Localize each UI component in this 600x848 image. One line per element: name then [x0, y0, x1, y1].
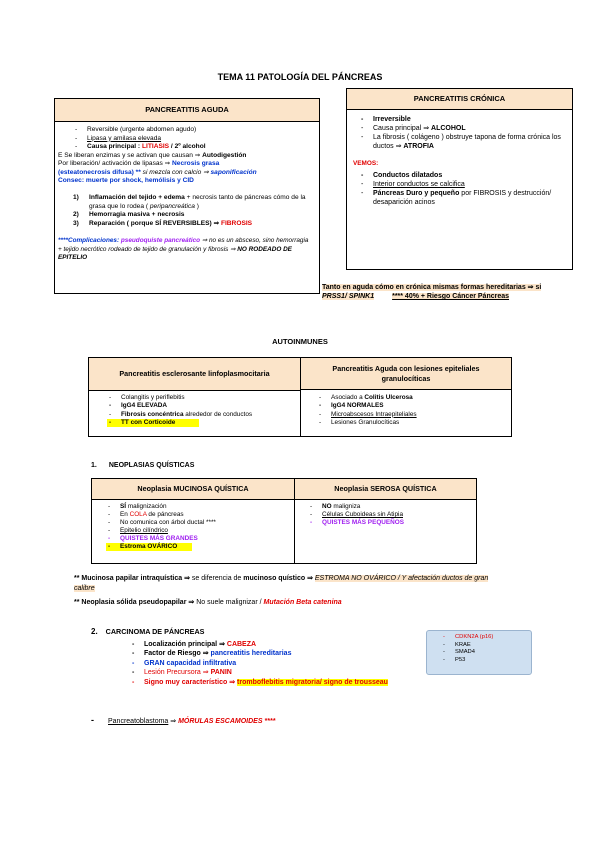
cronica-item: - Irreversible [359, 115, 566, 124]
aguda-step: 2) Hemorragia masiva + necrosis [73, 211, 185, 219]
mucinosa-item: - Epitelio cilíndrico [106, 527, 291, 535]
autoinmunes-right-list [317, 394, 497, 427]
autoinmunes-right-item: - Asociado a Colitis Ulcerosa [317, 394, 497, 402]
autoinmunes-table [88, 357, 512, 437]
vemos-item: - Conductos dilatados [359, 171, 566, 180]
aguda-line: Consec: muerte por shock, hemólisis y CID [58, 177, 194, 185]
aguda-step: 1) Inflamación del tejido + edema + necrosis tanto de páncreas cómo de la grasa que lo rodea ( peripancreática ) [73, 193, 306, 210]
carcinoma-item: - Localización principal ⇒ CABEZA [130, 640, 420, 649]
cronica-header: PANCREATITIS CRÓNICA [347, 89, 572, 110]
aguda-list [73, 126, 319, 152]
autoinmunes-title: AUTOINMUNES [272, 337, 328, 346]
serosa-header: Neoplasia SEROSA QUÍSTICA [295, 479, 476, 500]
mucinosa-header: Neoplasia MUCINOSA QUÍSTICA [92, 479, 295, 500]
serosa-item: - QUISTES MÁS PEQUEÑOS [308, 519, 473, 527]
mucinosa-list [106, 503, 291, 551]
serosa-item: - NO maligniza [308, 503, 473, 511]
genes-list [441, 634, 531, 664]
mucinosa-item: - En COLA de páncreas [106, 511, 291, 519]
aguda-item: - Causa principal : LITIASIS / 2º alcohol [73, 143, 319, 152]
carcinoma-heading: 2. CARCINOMA DE PÁNCREAS [91, 627, 205, 636]
cronica-box [346, 88, 573, 270]
pseudopapilar-note: ** Neoplasia sólida pseudopapilar ⇒ No suele malignizar / Mutación Beta catenina [74, 599, 342, 606]
column-divider [300, 390, 301, 436]
aguda-line: (esteatonecrosis difusa) ** si mezcla con calcio ⇒ saponificación [58, 168, 257, 176]
autoinmunes-left-item: - TT con Corticoide [107, 419, 199, 427]
pancreatoblastoma-line: - Pancreatoblastoma ⇒ MÓRULAS ESCAMOIDES **** [91, 715, 276, 725]
carcinoma-item: - Signo muy característico ⇒ tromboflebitis migratoria/ signo de trousseau [130, 678, 420, 687]
autoinmunes-right-item: - IgG4 NORMALES [317, 402, 497, 410]
neoplasias-heading: 1. NEOPLASIAS QUÍSTICAS [91, 462, 195, 469]
cronica-list [359, 115, 566, 151]
vemos-item: - Interior conductos se calcifica [359, 180, 566, 189]
cronica-item: - La fibrosis ( colágeno ) obstruye tapona de forma crónica los ductos ⇒ ATROFIA [359, 133, 566, 151]
autoinmunes-left-item: - IgG4 ELEVADA [107, 402, 297, 410]
hereditary-note: Tanto en aguda cómo en crónica mismas formas hereditarias ⇒ si PRSS1/ SPINK1 **** 40% + Riesgo Cáncer Páncreas [322, 284, 542, 301]
serosa-list [308, 503, 473, 527]
autoinmunes-col1-header: Pancreatitis esclerosante linfoplasmocitaria [89, 358, 301, 391]
aguda-step: 3) Reparación ( porque SÍ REVERSIBLES) ⇒ FIBROSIS [73, 219, 253, 227]
vemos-item: - Páncreas Duro y pequeño por FIBROSIS y destrucción/ desaparición acinos [359, 189, 566, 207]
cronica-item: - Causa principal ⇒ ALCOHOL [359, 124, 566, 133]
carcinoma-item: - GRAN capacidad infiltrativa [130, 659, 420, 668]
gene-item: - CDKN2A (p16) [441, 634, 531, 642]
autoinmunes-right-item: - Microabscesos Intraepiteliales [317, 411, 497, 419]
carcinoma-list [130, 640, 420, 687]
neoplasias-table [91, 478, 477, 564]
aguda-complications: ****Complicaciones: pseudoquiste pancreático ⇒ no es un absceso, sino hemorragia + tejido necrótico rodeado de tejido de granulación y fibrosis ⇒ NO RODEADO DE EPITELIO [58, 237, 309, 261]
aguda-line: E Se liberan enzimas y se activan que causan ⇒ Autodigestión [58, 151, 247, 159]
genes-box [426, 630, 532, 675]
autoinmunes-col2-header: Pancreatitis Aguda con lesiones epiteliales granulocíticas [301, 358, 511, 390]
autoinmunes-left-item: - Colangitis y periflebitis [107, 394, 297, 402]
aguda-box [54, 98, 320, 294]
mucinosa-papilar-note: ** Mucinosa papilar intraquística ⇒ se diferencia de mucinoso quístico ⇒ ESTROMA NO OVÁRICO / Y afectación ductos de gran calibre [74, 575, 489, 593]
mucinosa-item: - Estroma OVÁRICO [106, 543, 192, 551]
aguda-line: Por liberación/ activación de lipasas ⇒ Necrosis grasa [58, 160, 220, 168]
aguda-header: PANCREATITIS AGUDA [55, 99, 319, 122]
mucinosa-item: - No comunica con árbol ductal **** [106, 519, 291, 527]
gene-item: - SMAD4 [441, 649, 531, 657]
autoinmunes-right-item: - Lesiones Granulocíticas [317, 419, 497, 427]
aguda-item: - Lipasa y amilasa elevada [73, 135, 319, 144]
serosa-item: - Células Cuboideas sin Atipia [308, 511, 473, 519]
mucinosa-item: - SÍ malignización [106, 503, 291, 511]
gene-item: - P53 [441, 657, 531, 665]
page-title: TEMA 11 PATOLOGÍA DEL PÁNCREAS [217, 72, 383, 82]
carcinoma-item: - Lesión Precursora ⇒ PANIN [130, 668, 420, 677]
column-divider [294, 499, 295, 563]
autoinmunes-left-item: - Fibrosis concéntrica alrededor de conductos [107, 411, 297, 419]
carcinoma-item: - Factor de Riesgo ⇒ pancreatitis hereditarias [130, 649, 420, 658]
aguda-item: - Reversible (urgente abdomen agudo) [73, 126, 319, 135]
aguda-steps [73, 194, 313, 228]
mucinosa-item: - QUISTES MÁS GRANDES [106, 535, 291, 543]
vemos-list [359, 171, 566, 207]
gene-item: - KRAE [441, 642, 531, 650]
autoinmunes-left-list [107, 394, 297, 427]
vemos-label: VEMOS: [353, 160, 379, 168]
